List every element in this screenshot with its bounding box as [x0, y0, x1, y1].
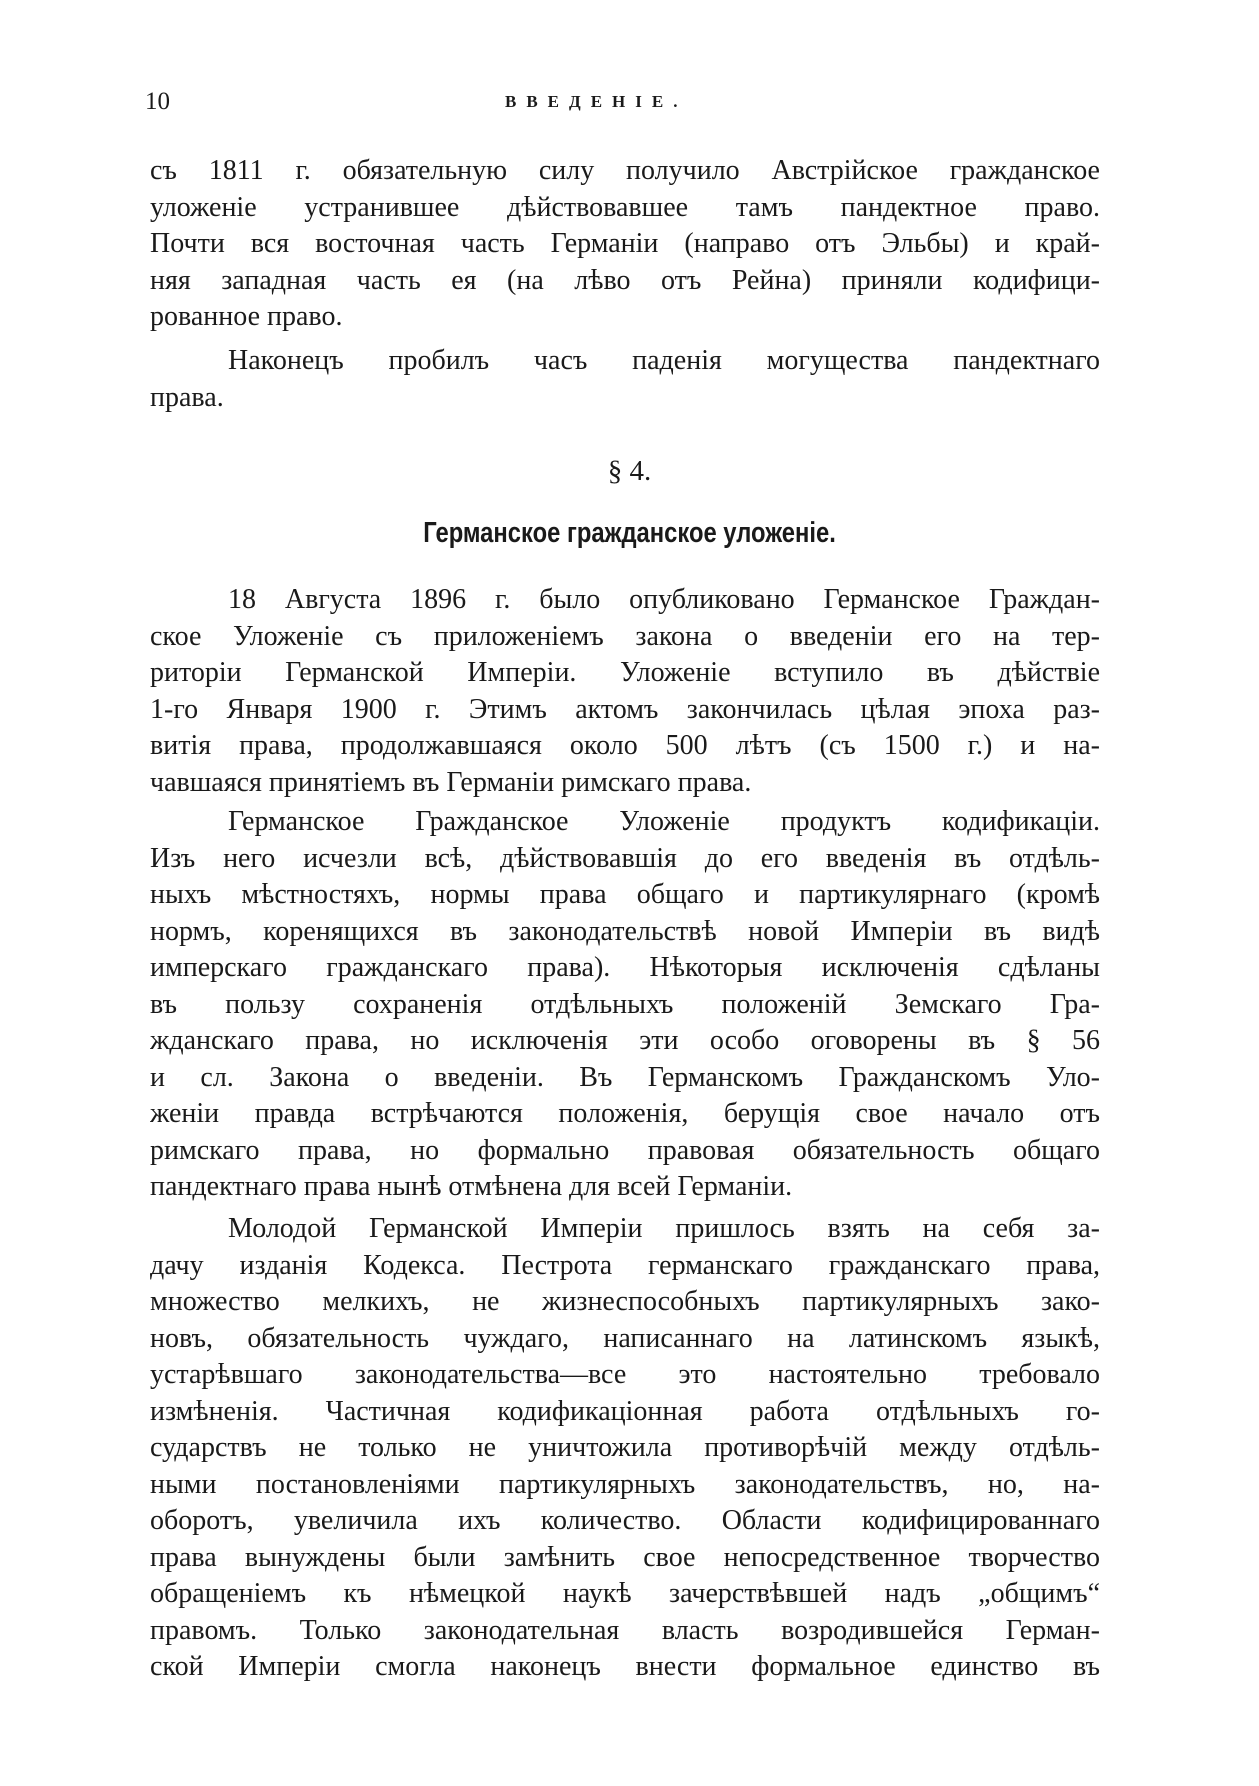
paragraph-4	[150, 804, 1100, 1206]
page-header	[145, 88, 1095, 128]
text-line: витія права, продолжавшаяся около 500 лѣтъ (съ 1500 г.) и на-	[150, 730, 1100, 761]
text-line: Почти вся восточная часть Германіи (направо отъ Эльбы) и край-	[150, 228, 1100, 259]
text-line: новъ, обязательность чуждаго, написаннаго на латинскомъ языкѣ,	[150, 1322, 1100, 1354]
text-line: уложеніе устранившее дѣйствовавшее тамъ пандектное право.	[150, 191, 1100, 223]
text-line: римскаго права, но формально правовая обязательность общаго	[150, 1134, 1100, 1166]
text-line: ской Имперіи смогла наконецъ внести формальное единство въ	[150, 1651, 1100, 1682]
paragraph-1	[150, 153, 1100, 336]
text-line: правомъ. Только законодательная власть возродившейся Герман-	[150, 1614, 1100, 1646]
text-line: въ пользу сохраненія отдѣльныхъ положеній Земскаго Гра-	[150, 988, 1100, 1020]
text-line: Наконецъ пробилъ часъ паденія могущества пандектнаго	[228, 345, 1100, 376]
text-line: нормъ, коренящихся въ законодательствѣ новой Имперіи въ видѣ	[150, 915, 1100, 947]
text-line: женіи правда встрѣчаются положенія, берущія свое начало отъ	[150, 1098, 1100, 1129]
text-line: имперскаго гражданскаго права). Нѣкоторыя исключенія сдѣланы	[150, 952, 1100, 983]
paragraph-5	[150, 1211, 1100, 1686]
text-line: обращеніемъ къ нѣмецкой наукѣ зачерствѣвшей надъ „общимъ“	[150, 1578, 1100, 1609]
text-line: устарѣвшаго законодательства—все это настоятельно требовало	[150, 1359, 1100, 1390]
text-line: няя западная часть ея (на лѣво отъ Рейна) приняли кодифици-	[150, 264, 1100, 296]
paragraph-3	[150, 582, 1100, 801]
text-line: Германское Гражданское Уложеніе продуктъ кодификаціи.	[228, 806, 1100, 837]
section-number: § 4.	[607, 455, 652, 487]
text-line: сударствъ не только не уничтожила противорѣчій между отдѣль-	[150, 1432, 1100, 1463]
text-line: чавшаяся принятіемъ въ Германіи римскаго права.	[150, 766, 752, 798]
text-line: рованное право.	[150, 301, 343, 332]
text-line: Изъ него исчезли всѣ, дѣйствовавшія до его введенія въ отдѣль-	[150, 842, 1100, 874]
text-line: оборотъ, увеличила ихъ количество. Области кодифицированнаго	[150, 1505, 1100, 1536]
text-line: дачу изданія Кодекса. Пестрота германскаго гражданскаго права,	[150, 1249, 1100, 1281]
text-line: съ 1811 г. обязательную силу получило Австрійское гражданское	[150, 155, 1100, 186]
paragraph-2	[150, 343, 1100, 416]
section-title: Германское гражданское уложеніе.	[423, 517, 836, 549]
text-line: ское Уложеніе съ приложеніемъ закона о введеніи его на тер-	[150, 620, 1100, 652]
text-line: ными постановленіями партикулярныхъ законодательствъ, но, на-	[150, 1468, 1100, 1500]
text-line: 1-го Января 1900 г. Этимъ актомъ закончилась цѣлая эпоха раз-	[150, 693, 1100, 725]
text-line: права.	[150, 381, 224, 413]
text-line: жданскаго права, но исключенія эти особо оговорены въ § 56	[150, 1025, 1100, 1056]
text-line: множество мелкихъ, не жизнеспособныхъ партикулярныхъ зако-	[150, 1286, 1100, 1317]
text-line: Молодой Германской Имперіи пришлось взять на себя за-	[228, 1213, 1100, 1244]
text-line: ныхъ мѣстностяхъ, нормы права общаго и партикулярнаго (кромѣ	[150, 879, 1100, 910]
text-line: пандектнаго права нынѣ отмѣнена для всей Германіи.	[150, 1171, 793, 1202]
text-line: и сл. Закона о введеніи. Въ Германскомъ Гражданскомъ Уло-	[150, 1061, 1100, 1093]
page-number: 10	[145, 88, 170, 115]
text-line: права вынуждены были замѣнить свое непосредственное творчество	[150, 1541, 1100, 1573]
running-head: ВВЕДЕНІЕ.	[505, 92, 688, 111]
text-line: риторіи Германской Имперіи. Уложеніе вступило въ дѣйствіе	[150, 657, 1100, 688]
text-line: измѣненія. Частичная кодификаціонная работа отдѣльныхъ го-	[150, 1395, 1100, 1427]
text-line: 18 Августа 1896 г. было опубликовано Германское Граждан-	[228, 584, 1100, 615]
